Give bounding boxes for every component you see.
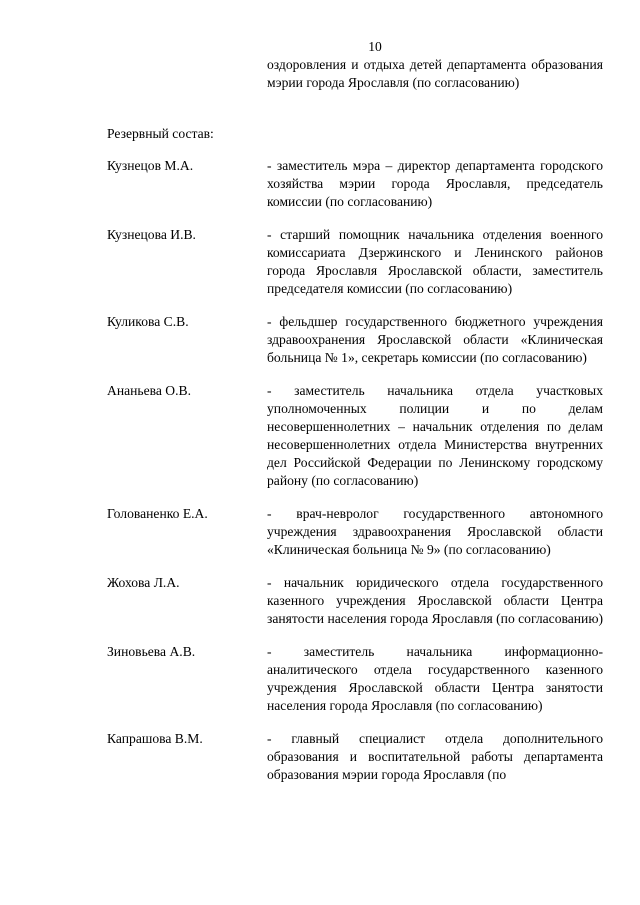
member-entry (107, 157, 603, 211)
member-name: Жохова Л.А. (107, 575, 180, 590)
member-name: Зиновьева А.В. (107, 644, 196, 659)
member-name: Ананьева О.В. (107, 383, 191, 398)
continuation-text: оздоровления и отдыха детей департамента образования мэрии города Ярославля (по согласованию) (267, 57, 603, 90)
member-entry (107, 313, 603, 367)
member-entry (107, 730, 603, 784)
member-name: Голованенко Е.А. (107, 506, 208, 521)
member-role: - заместитель мэра – директор департамента городского хозяйства мэрии города Ярославля, председатель комиссии (по согласованию) (267, 158, 603, 209)
member-entry (107, 643, 603, 715)
member-role: - главный специалист отдела дополнительного образования и воспитательной работы департамента образования мэрии города Ярославля (по (267, 731, 603, 782)
member-role: - фельдшер государственного бюджетного учреждения здравоохранения Ярославской области «Клиническая больница № 1», секретарь комиссии (по согласованию) (267, 314, 603, 365)
member-name: Кузнецов М.А. (107, 158, 194, 173)
document-body (107, 56, 603, 784)
member-role: - заместитель начальника отдела участковых уполномоченных полиции и по делам несовершеннолетних – начальник отделения по делам несовершеннолетних отдела Министерства внутренних дел Российской Федерации по Ленинскому городскому району (по согласованию) (267, 383, 603, 488)
member-entry (107, 574, 603, 628)
member-name: Кузнецова И.В. (107, 227, 196, 242)
member-role: - врач-невролог государственного автономного учреждения здравоохранения Ярославской области «Клиническая больница № 9» (по согласованию) (267, 506, 603, 557)
member-entry (107, 505, 603, 559)
member-role: - заместитель начальника информационно-аналитического отдела государственного казенного учреждения Ярославской области Центра занятости населения города Ярославля (по согласованию) (267, 644, 603, 713)
member-role: - начальник юридического отдела государственного казенного учреждения Ярославской области Центра занятости населения города Ярославля (по согласованию) (267, 575, 604, 626)
member-entry (107, 382, 603, 490)
member-role: - старший помощник начальника отделения военного комиссариата Дзержинского и Ленинского районов города Ярославля Ярославской области, заместитель председателя комиссии (по согласованию) (267, 227, 603, 296)
reserve-section-title: Резервный состав: (107, 126, 214, 141)
page-number: 10 (368, 39, 382, 54)
member-name: Капрашова В.М. (107, 731, 203, 746)
member-name: Куликова С.В. (107, 314, 189, 329)
member-entry (107, 226, 603, 298)
